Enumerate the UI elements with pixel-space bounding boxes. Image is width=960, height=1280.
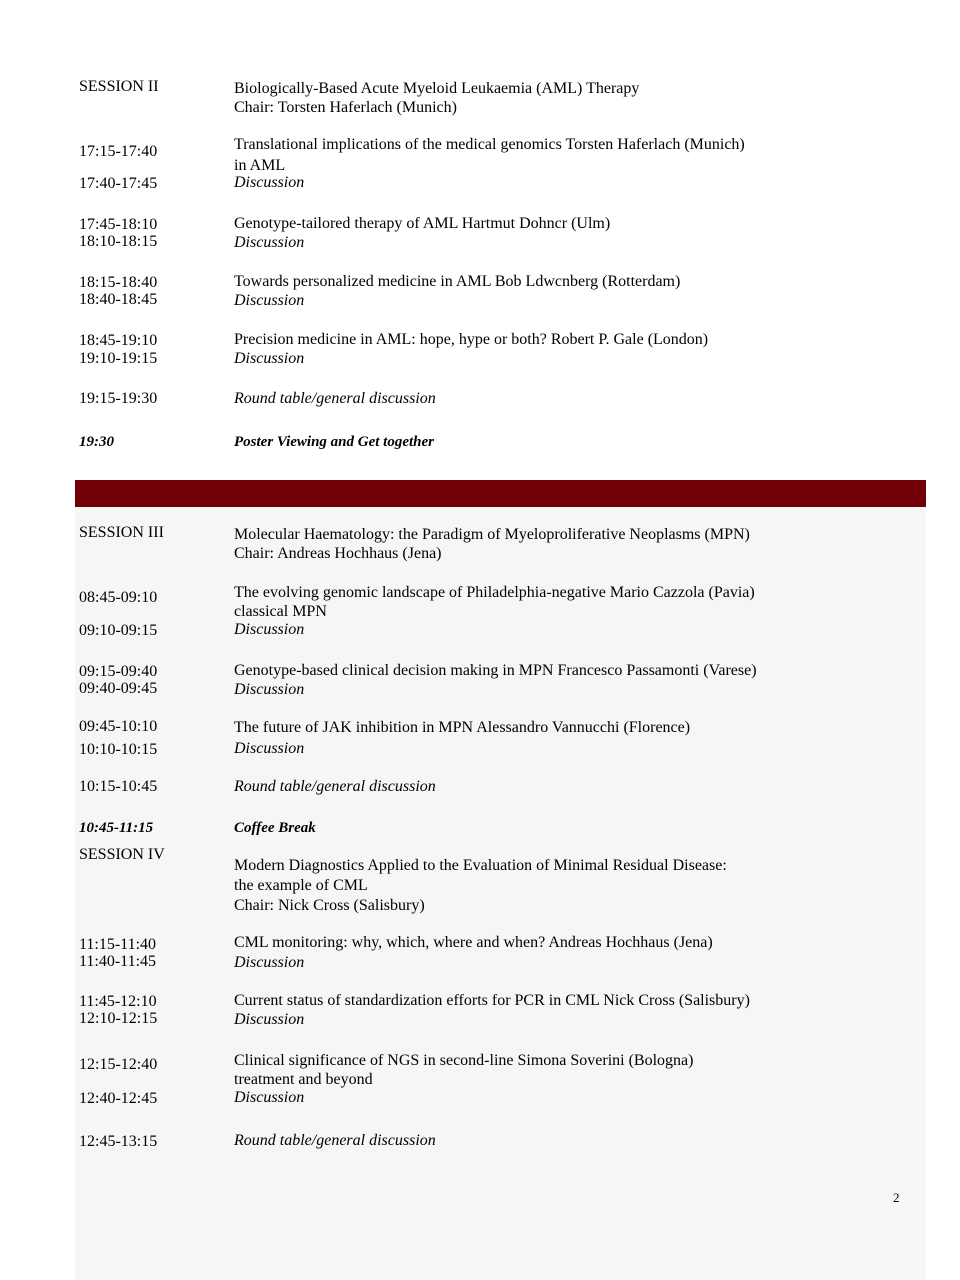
talk-title: Genotype-tailored therapy of AML Hartmut Dohncr (Ulm): [234, 215, 611, 232]
round-table-time: 19:15-19:30: [79, 390, 158, 407]
talk-title: Current status of standardization efforts for PCR in CML Nick Cross (Salisbury): [234, 992, 750, 1009]
discussion-label: Discussion: [234, 954, 305, 971]
discussion-time: 18:40-18:45: [79, 291, 158, 308]
discussion-label: Discussion: [234, 1089, 305, 1106]
day-divider-bar: [75, 480, 926, 507]
discussion-time: 09:40-09:45: [79, 680, 158, 697]
talk-title: Genotype-based clinical decision making in MPN Francesco Passamonti (Varese): [234, 662, 757, 679]
talk-time: 17:15-17:40: [79, 143, 158, 160]
round-table-label: Round table/general discussion: [234, 390, 436, 407]
round-table-label: Round table/general discussion: [234, 778, 436, 795]
session-chair: Chair: Nick Cross (Salisbury): [234, 897, 425, 914]
talk-time: 11:45-12:10: [79, 993, 157, 1010]
poster-time: 19:30: [79, 434, 114, 450]
discussion-time: 12:10-12:15: [79, 1010, 158, 1027]
talk-title: Translational implications of the medical genomics Torsten Haferlach (Munich): [234, 136, 745, 153]
talk-title: Precision medicine in AML: hope, hype or both? Robert P. Gale (London): [234, 331, 709, 348]
session-label: SESSION III: [79, 524, 164, 541]
talk-time: 18:45-19:10: [79, 332, 158, 349]
discussion-label: Discussion: [234, 174, 305, 191]
session-chair: Chair: Andreas Hochhaus (Jena): [234, 545, 442, 562]
discussion-label: Discussion: [234, 621, 305, 638]
discussion-time: 11:40-11:45: [79, 953, 157, 970]
talk-time: 11:15-11:40: [79, 936, 157, 953]
talk-title: Clinical significance of NGS in second-line Simona Soverini (Bologna): [234, 1052, 694, 1069]
discussion-label: Discussion: [234, 740, 305, 757]
talk-time: 08:45-09:10: [79, 589, 158, 606]
talk-title-continued: treatment and beyond: [234, 1071, 373, 1088]
coffee-break-label: Coffee Break: [234, 820, 316, 836]
talk-title-continued: classical MPN: [234, 603, 327, 620]
talk-time: 12:15-12:40: [79, 1056, 158, 1073]
discussion-label: Discussion: [234, 681, 305, 698]
session-chair: Chair: Torsten Haferlach (Munich): [234, 99, 457, 116]
page-number: 2: [893, 1190, 900, 1205]
round-table-label: Round table/general discussion: [234, 1132, 436, 1149]
discussion-label: Discussion: [234, 350, 305, 367]
talk-title: The future of JAK inhibition in MPN Alessandro Vannucchi (Florence): [234, 719, 691, 736]
talk-title-continued: in AML: [234, 157, 286, 174]
discussion-label: Discussion: [234, 234, 305, 251]
talk-title: Towards personalized medicine in AML Bob Ldwcnberg (Rotterdam): [234, 273, 681, 290]
session-title: Molecular Haematology: the Paradigm of Myeloproliferative Neoplasms (MPN): [234, 526, 750, 543]
discussion-label: Discussion: [234, 292, 305, 309]
talk-time: 09:15-09:40: [79, 663, 158, 680]
discussion-time: 10:10-10:15: [79, 741, 158, 758]
discussion-time: 12:40-12:45: [79, 1090, 158, 1107]
talk-title: CML monitoring: why, which, where and when? Andreas Hochhaus (Jena): [234, 934, 713, 951]
round-table-time: 10:15-10:45: [79, 778, 158, 795]
talk-time: 09:45-10:10: [79, 718, 158, 735]
discussion-time: 18:10-18:15: [79, 233, 158, 250]
session-title: Modern Diagnostics Applied to the Evaluation of Minimal Residual Disease:: [234, 857, 727, 874]
discussion-time: 09:10-09:15: [79, 622, 158, 639]
poster-label: Poster Viewing and Get together: [234, 434, 435, 450]
session-title-continued: the example of CML: [234, 877, 368, 894]
round-table-time: 12:45-13:15: [79, 1133, 158, 1150]
discussion-time: 19:10-19:15: [79, 350, 158, 367]
talk-title: The evolving genomic landscape of Philadelphia-negative Mario Cazzola (Pavia): [234, 584, 755, 601]
coffee-break-time: 10:45-11:15: [79, 820, 154, 836]
talk-time: 18:15-18:40: [79, 274, 158, 291]
session-label: SESSION II: [79, 78, 159, 95]
lower-section-background: [75, 507, 926, 1280]
discussion-time: 17:40-17:45: [79, 175, 158, 192]
session-title: Biologically-Based Acute Myeloid Leukaemia (AML) Therapy: [234, 80, 640, 97]
session-label: SESSION IV: [79, 846, 165, 863]
talk-time: 17:45-18:10: [79, 216, 158, 233]
discussion-label: Discussion: [234, 1011, 305, 1028]
